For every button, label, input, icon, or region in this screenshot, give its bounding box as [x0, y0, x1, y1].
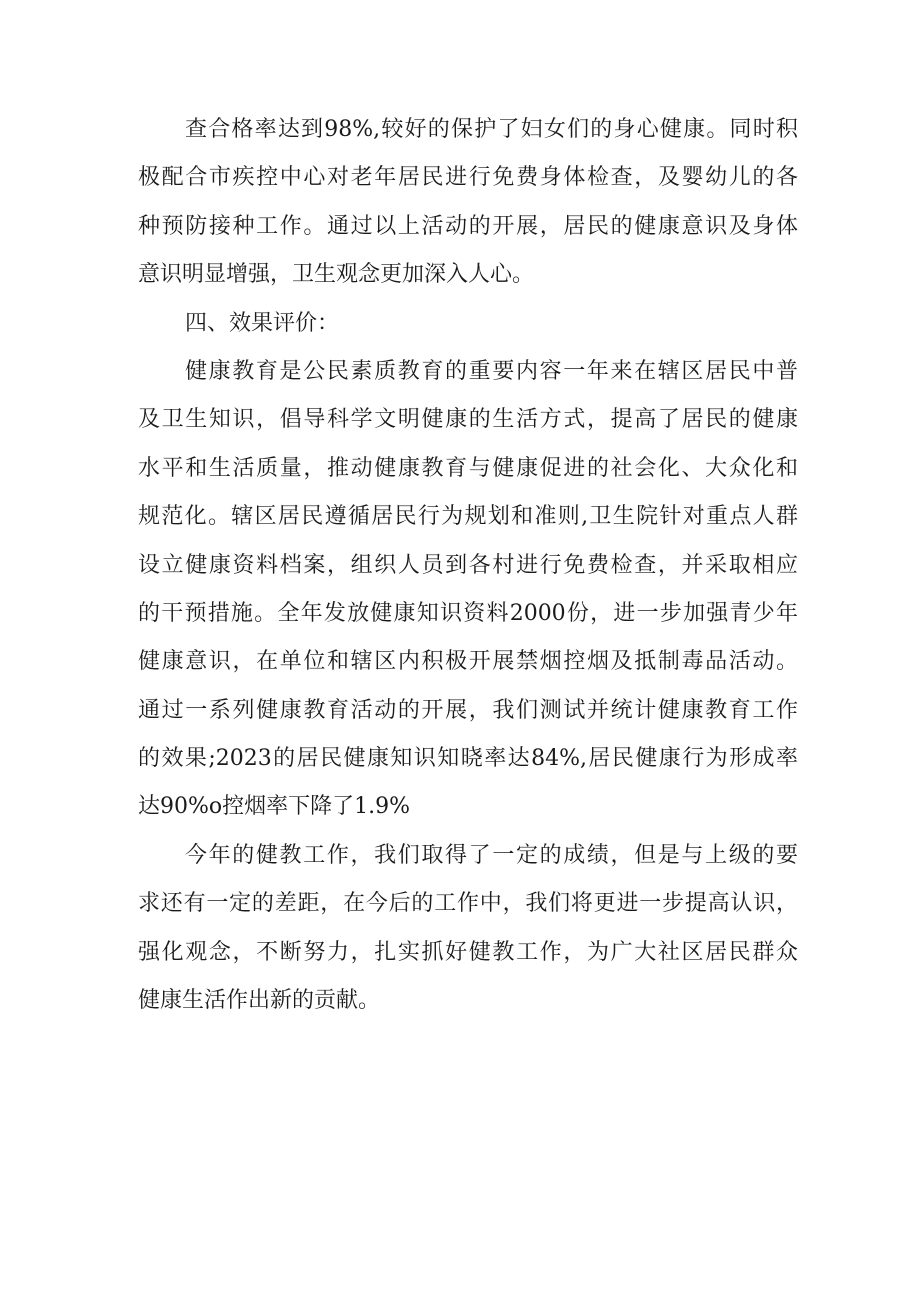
paragraph	[138, 348, 798, 832]
text-line: 查合格率达到98%,较好的保护了妇女们的身心健康。同时积	[185, 117, 798, 142]
text-line: 意识明显增强，卫生观念更加深入人心。	[138, 262, 535, 288]
text-line: 健康教育是公民素质教育的重要内容一年来在辖区居民中普	[185, 358, 798, 384]
text-line: 强化观念，不断努力，扎实抓好健教工作，为广大社区居民群众	[138, 939, 798, 965]
text-line: 的干预措施。全年发放健康知识资料2000份，进一步加强青少年	[138, 600, 798, 626]
text-line: 四、效果评价：	[185, 310, 340, 336]
text-line: 及卫生知识，倡导科学文明健康的生活方式，提高了居民的健康	[138, 407, 798, 433]
document-body	[138, 106, 798, 1025]
text-line: 健康意识，在单位和辖区内积极开展禁烟控烟及抵制毒品活动。	[138, 649, 798, 675]
text-line: 健康生活作出新的贡献。	[138, 988, 381, 1014]
text-line: 的效果;2023的居民健康知识知晓率达84%,居民健康行为形成率	[138, 746, 798, 772]
text-line: 通过一系列健康教育活动的开展，我们测试并统计健康教育工作	[138, 697, 798, 723]
text-line: 求还有一定的差距，在今后的工作中，我们将更进一步提高认识，	[138, 891, 798, 917]
paragraph	[138, 300, 798, 348]
text-line: 种预防接种工作。通过以上活动的开展，居民的健康意识及身体	[138, 213, 798, 239]
text-line: 极配合市疾控中心对老年居民进行免费身体检查，及婴幼儿的各	[138, 165, 798, 191]
text-line: 今年的健教工作，我们取得了一定的成绩，但是与上级的要	[185, 842, 798, 868]
text-line: 达90%o控烟率下降了1.9%	[138, 794, 411, 820]
text-line: 规范化。辖区居民遵循居民行为规划和准则,卫生院针对重点人群	[138, 504, 798, 530]
paragraph	[138, 832, 798, 1026]
text-line: 水平和生活质量，推动健康教育与健康促进的社会化、大众化和	[138, 455, 798, 481]
paragraph	[138, 106, 798, 300]
text-line: 设立健康资料档案，组织人员到各村进行免费检查，并采取相应	[138, 552, 798, 578]
